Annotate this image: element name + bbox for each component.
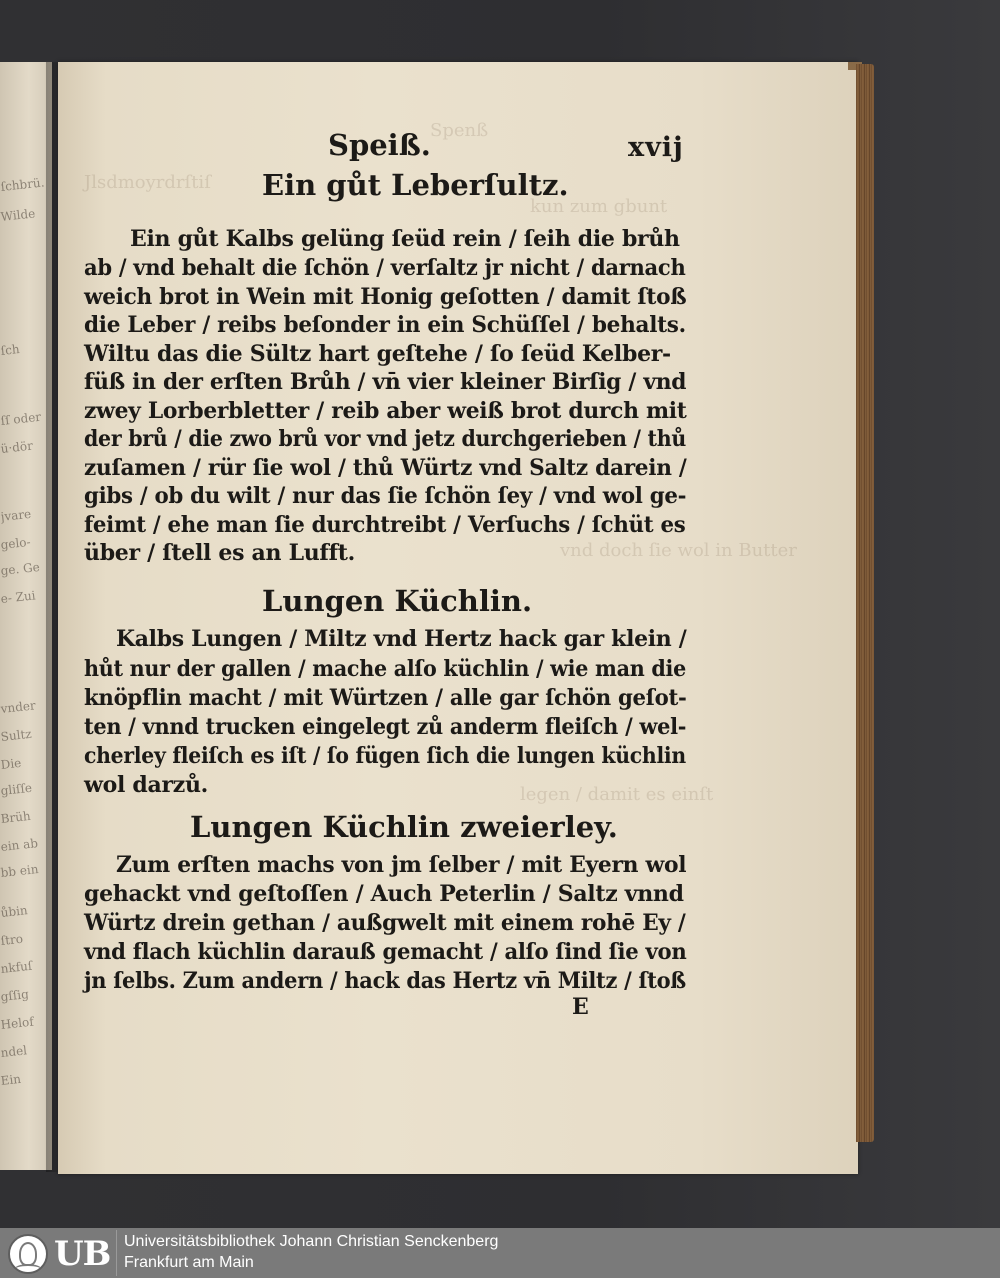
text-line: wol darzů. bbox=[84, 772, 209, 798]
logo-divider bbox=[116, 1230, 117, 1276]
text-line: Ein gůt Kalbs gelüng ſeüd rein / ſeih die brůh bbox=[130, 226, 680, 252]
logo-text: UB bbox=[54, 1234, 111, 1274]
bleed-through: vnd doch ſie wol in Butter bbox=[560, 540, 797, 561]
text-line: füß in der erſten Brůh / vn̄ vier kleiner Birſig / vnd bbox=[84, 369, 687, 395]
institution-city: Frankfurt am Main bbox=[124, 1254, 254, 1271]
seal-icon bbox=[8, 1234, 48, 1274]
text-line: knöpflin macht / mit Würtzen / alle gar ſchön geſot- bbox=[84, 685, 687, 711]
text-line: jn ſelbs. Zum andern / hack das Hertz vn̄ Miltz / ſtoß bbox=[84, 968, 686, 994]
institution-name: Universitätsbibliothek Johann Christian Senckenberg bbox=[124, 1233, 499, 1250]
catchword: E bbox=[572, 994, 589, 1020]
bleed-through: Spenß bbox=[430, 120, 489, 141]
text-line: ten / vnnd trucken eingelegt zů anderm fleiſch / wel- bbox=[84, 714, 687, 740]
previous-page-edge: ſchbrü. Wilde ſch ſſ oder ü·dör jvare gelo- ge. Ge e- Zui vnder Sultz Die gliſſe Brüh ein ab bb ein ůbin ſtro nkfuſ gſſig Helof ndel Ein bbox=[0, 62, 52, 1170]
text-line: zuſamen / rür ſie wol / thů Würtz vnd Saltz darein / bbox=[84, 455, 687, 481]
text-line: Zum erſten machs von jm ſelber / mit Eyern wol bbox=[116, 852, 687, 878]
text-line: Würtz drein gethan / außgwelt mit einem rohē Ey / bbox=[84, 910, 686, 936]
section-heading: Lungen Küchlin zweierley. bbox=[190, 810, 618, 844]
running-head: Speiß. bbox=[328, 128, 431, 162]
bleed-through: legen / damit es einſt bbox=[520, 784, 714, 805]
text-line: gibs / ob du wilt / nur das ſie ſchön ſey / vnd wol ge- bbox=[84, 483, 687, 509]
page-stack-edge bbox=[856, 64, 874, 1142]
text-line: die Leber / reibs beſonder in ein Schüſſel / behalts. bbox=[84, 312, 686, 338]
section-heading: Lungen Küchlin. bbox=[262, 584, 533, 618]
section-heading: Ein gůt Leberſultz. bbox=[262, 168, 569, 202]
text-line: cherley fleiſch es iſt / ſo fügen ſich die lungen küchlin bbox=[84, 743, 686, 769]
footer-bar bbox=[0, 1228, 1000, 1278]
text-line: über / ſtell es an Lufft. bbox=[84, 540, 355, 566]
text-line: hůt nur der gallen / mache alſo küchlin / wie man die bbox=[84, 656, 686, 682]
text-line: ab / vnd behalt die ſchön / verſaltz jr nicht / darnach bbox=[84, 255, 686, 281]
text-line: zwey Lorberbletter / reib aber weiß brot durch mit bbox=[84, 398, 687, 424]
text-line: vnd flach küchlin darauß gemacht / alſo ſind ſie von bbox=[84, 939, 687, 965]
text-line: der brů / die zwo brů vor vnd jetz durchgerieben / thů bbox=[84, 426, 686, 452]
text-line: Wiltu das die Sültz hart geſtehe / ſo ſeüd Kelber- bbox=[84, 341, 671, 367]
bleed-through: Jlsdmoyrdrſtiſ bbox=[84, 172, 211, 193]
text-line: weich brot in Wein mit Honig geſotten / damit ſtoß bbox=[84, 284, 687, 310]
folio-number: xvij bbox=[628, 132, 684, 163]
bleed-through: kun zum gbunt bbox=[530, 196, 668, 217]
text-line: Kalbs Lungen / Miltz vnd Hertz hack gar klein / bbox=[116, 626, 687, 652]
text-line: feimt / ehe man ſie durchtreibt / Verſuchs / ſchüt es bbox=[84, 512, 686, 538]
library-logo[interactable] bbox=[2, 1230, 116, 1276]
text-line: gehackt vnd geſtoſſen / Auch Peterlin / Saltz vnnd bbox=[84, 881, 684, 907]
